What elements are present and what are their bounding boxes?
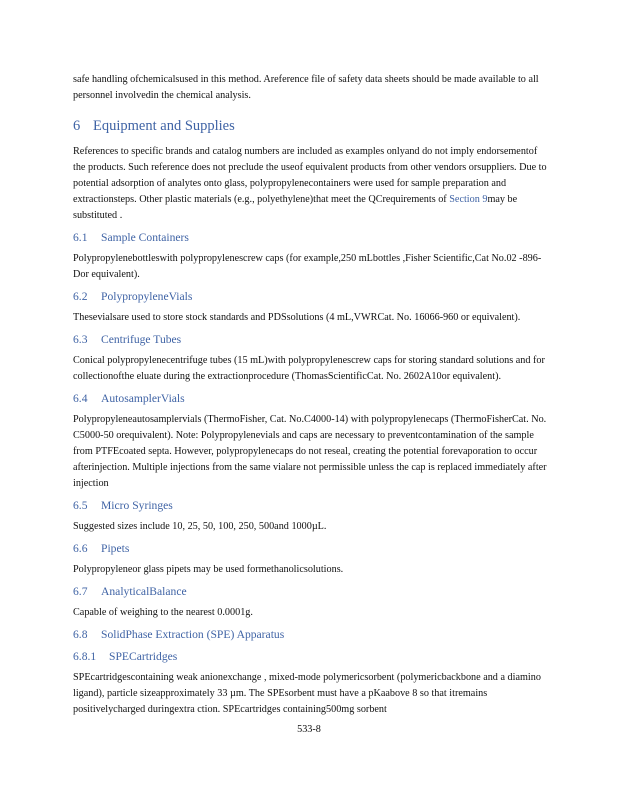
subsection-number: 6.8 xyxy=(73,628,88,641)
subsection-title: Sample Containers xyxy=(101,231,189,244)
page-content xyxy=(73,72,548,718)
subsection-6-5-body: Suggested sizes include 10, 25, 50, 100, 250, 500and 1000µL. xyxy=(73,521,327,532)
section-number: 6 xyxy=(73,118,81,134)
subsection-title: Micro Syringes xyxy=(101,499,173,512)
subsection-6-5-heading xyxy=(73,498,548,514)
subsection-6-8-heading xyxy=(73,627,548,643)
subsection-6-8-1-body: SPEcartridgescontaining weak anionexchange , mixed-mode polymericsorbent (polymericbackbone and a diamino ligand), particle sizeapproximately 33 µm. The SPEsorbent must have a pKaabove 8 so that itremains positivelycharged duringextra ction. SPEcartridges containing500mg sorbent xyxy=(73,672,541,715)
subsection-title: SPECartridges xyxy=(109,650,178,663)
subsection-number: 6.5 xyxy=(73,499,88,512)
subsection-6-1-heading xyxy=(73,230,548,246)
intro-paragraph: safe handling ofchemicalsused in this method. Areference file of safety data sheets should be made available to all personnel involvedin the chemical analysis. xyxy=(73,74,539,101)
subsection-6-8-1-heading xyxy=(73,649,548,665)
subsection-6-4-heading xyxy=(73,391,548,407)
subsection-6-4-body: Polypropyleneautosamplervials (ThermoFisher, Cat. No.C4000-14) with polypropylenecaps (ThermoFisherCat. No. C5000-50 orequivalent). Note: Polypropylenevials and caps are necessary to preventcontamination of the sample from PTFEcoated septa. However, polypropylenecaps do not reseal, creating the potential forevaporation to occur afterinjection. Multiple injections from the same vialare not permissible unless the cap is replaced immediately after injection xyxy=(73,414,547,489)
subsection-number: 6.3 xyxy=(73,333,88,346)
section-title: Equipment and Supplies xyxy=(93,118,235,134)
subsection-title: AutosamplerVials xyxy=(101,392,185,405)
section-6-paragraph xyxy=(73,144,548,224)
page-number: 533-8 xyxy=(297,724,321,735)
subsection-title: SolidPhase Extraction (SPE) Apparatus xyxy=(101,628,285,641)
subsection-number: 6.2 xyxy=(73,290,88,303)
subsection-number: 6.6 xyxy=(73,542,88,555)
subsection-number: 6.8.1 xyxy=(73,650,97,663)
section-6-heading xyxy=(73,117,548,135)
subsection-title: Centrifuge Tubes xyxy=(101,333,182,346)
subsection-number: 6.4 xyxy=(73,392,88,405)
subsection-6-6-body: Polypropyleneor glass pipets may be used formethanolicsolutions. xyxy=(73,564,344,575)
subsection-number: 6.1 xyxy=(73,231,88,244)
subsection-6-1-body: Polypropylenebottleswith polypropylenescrew caps (for example,250 mLbottles ,Fisher Scientific,Cat No.02 -896-Dor equivalent). xyxy=(73,253,542,280)
subsection-6-3-heading xyxy=(73,332,548,348)
paragraph-text-end: may be substituted . xyxy=(73,194,518,221)
subsection-6-2-heading xyxy=(73,289,548,305)
subsection-title: PolypropyleneVials xyxy=(101,290,193,303)
section-9-link[interactable]: Section 9 xyxy=(449,194,488,205)
subsection-6-7-heading xyxy=(73,584,548,600)
subsection-6-2-body: Thesevialsare used to store stock standards and PDSsolutions (4 mL,VWRCat. No. 16066-960 or equivalent). xyxy=(73,312,521,323)
subsection-number: 6.7 xyxy=(73,585,88,598)
subsection-6-6-heading xyxy=(73,541,548,557)
subsection-title: AnalyticalBalance xyxy=(101,585,187,598)
subsection-6-7-body: Capable of weighing to the nearest 0.0001g. xyxy=(73,607,253,618)
subsection-6-3-body: Conical polypropylenecentrifuge tubes (15 mL)with polypropylenescrew caps for storing standard solutions and for collectionofthe eluate during the extractionprocedure (ThomasScientificCat. No. 2602A10or equivalent). xyxy=(73,355,545,382)
subsection-title: Pipets xyxy=(101,542,130,555)
paragraph-text: References to specific brands and catalog numbers are included as examples onlyand do not imply endorsementof the products. Such reference does not preclude the useof equivalent products from other vendors orsuppliers. Due to potential adsorption of analytes onto glass, polypropylenecontainers were used for sample preparation and extractionsteps. Other plastic materials (e.g., polyethylene)that meet the QCrequirements of xyxy=(73,146,547,205)
